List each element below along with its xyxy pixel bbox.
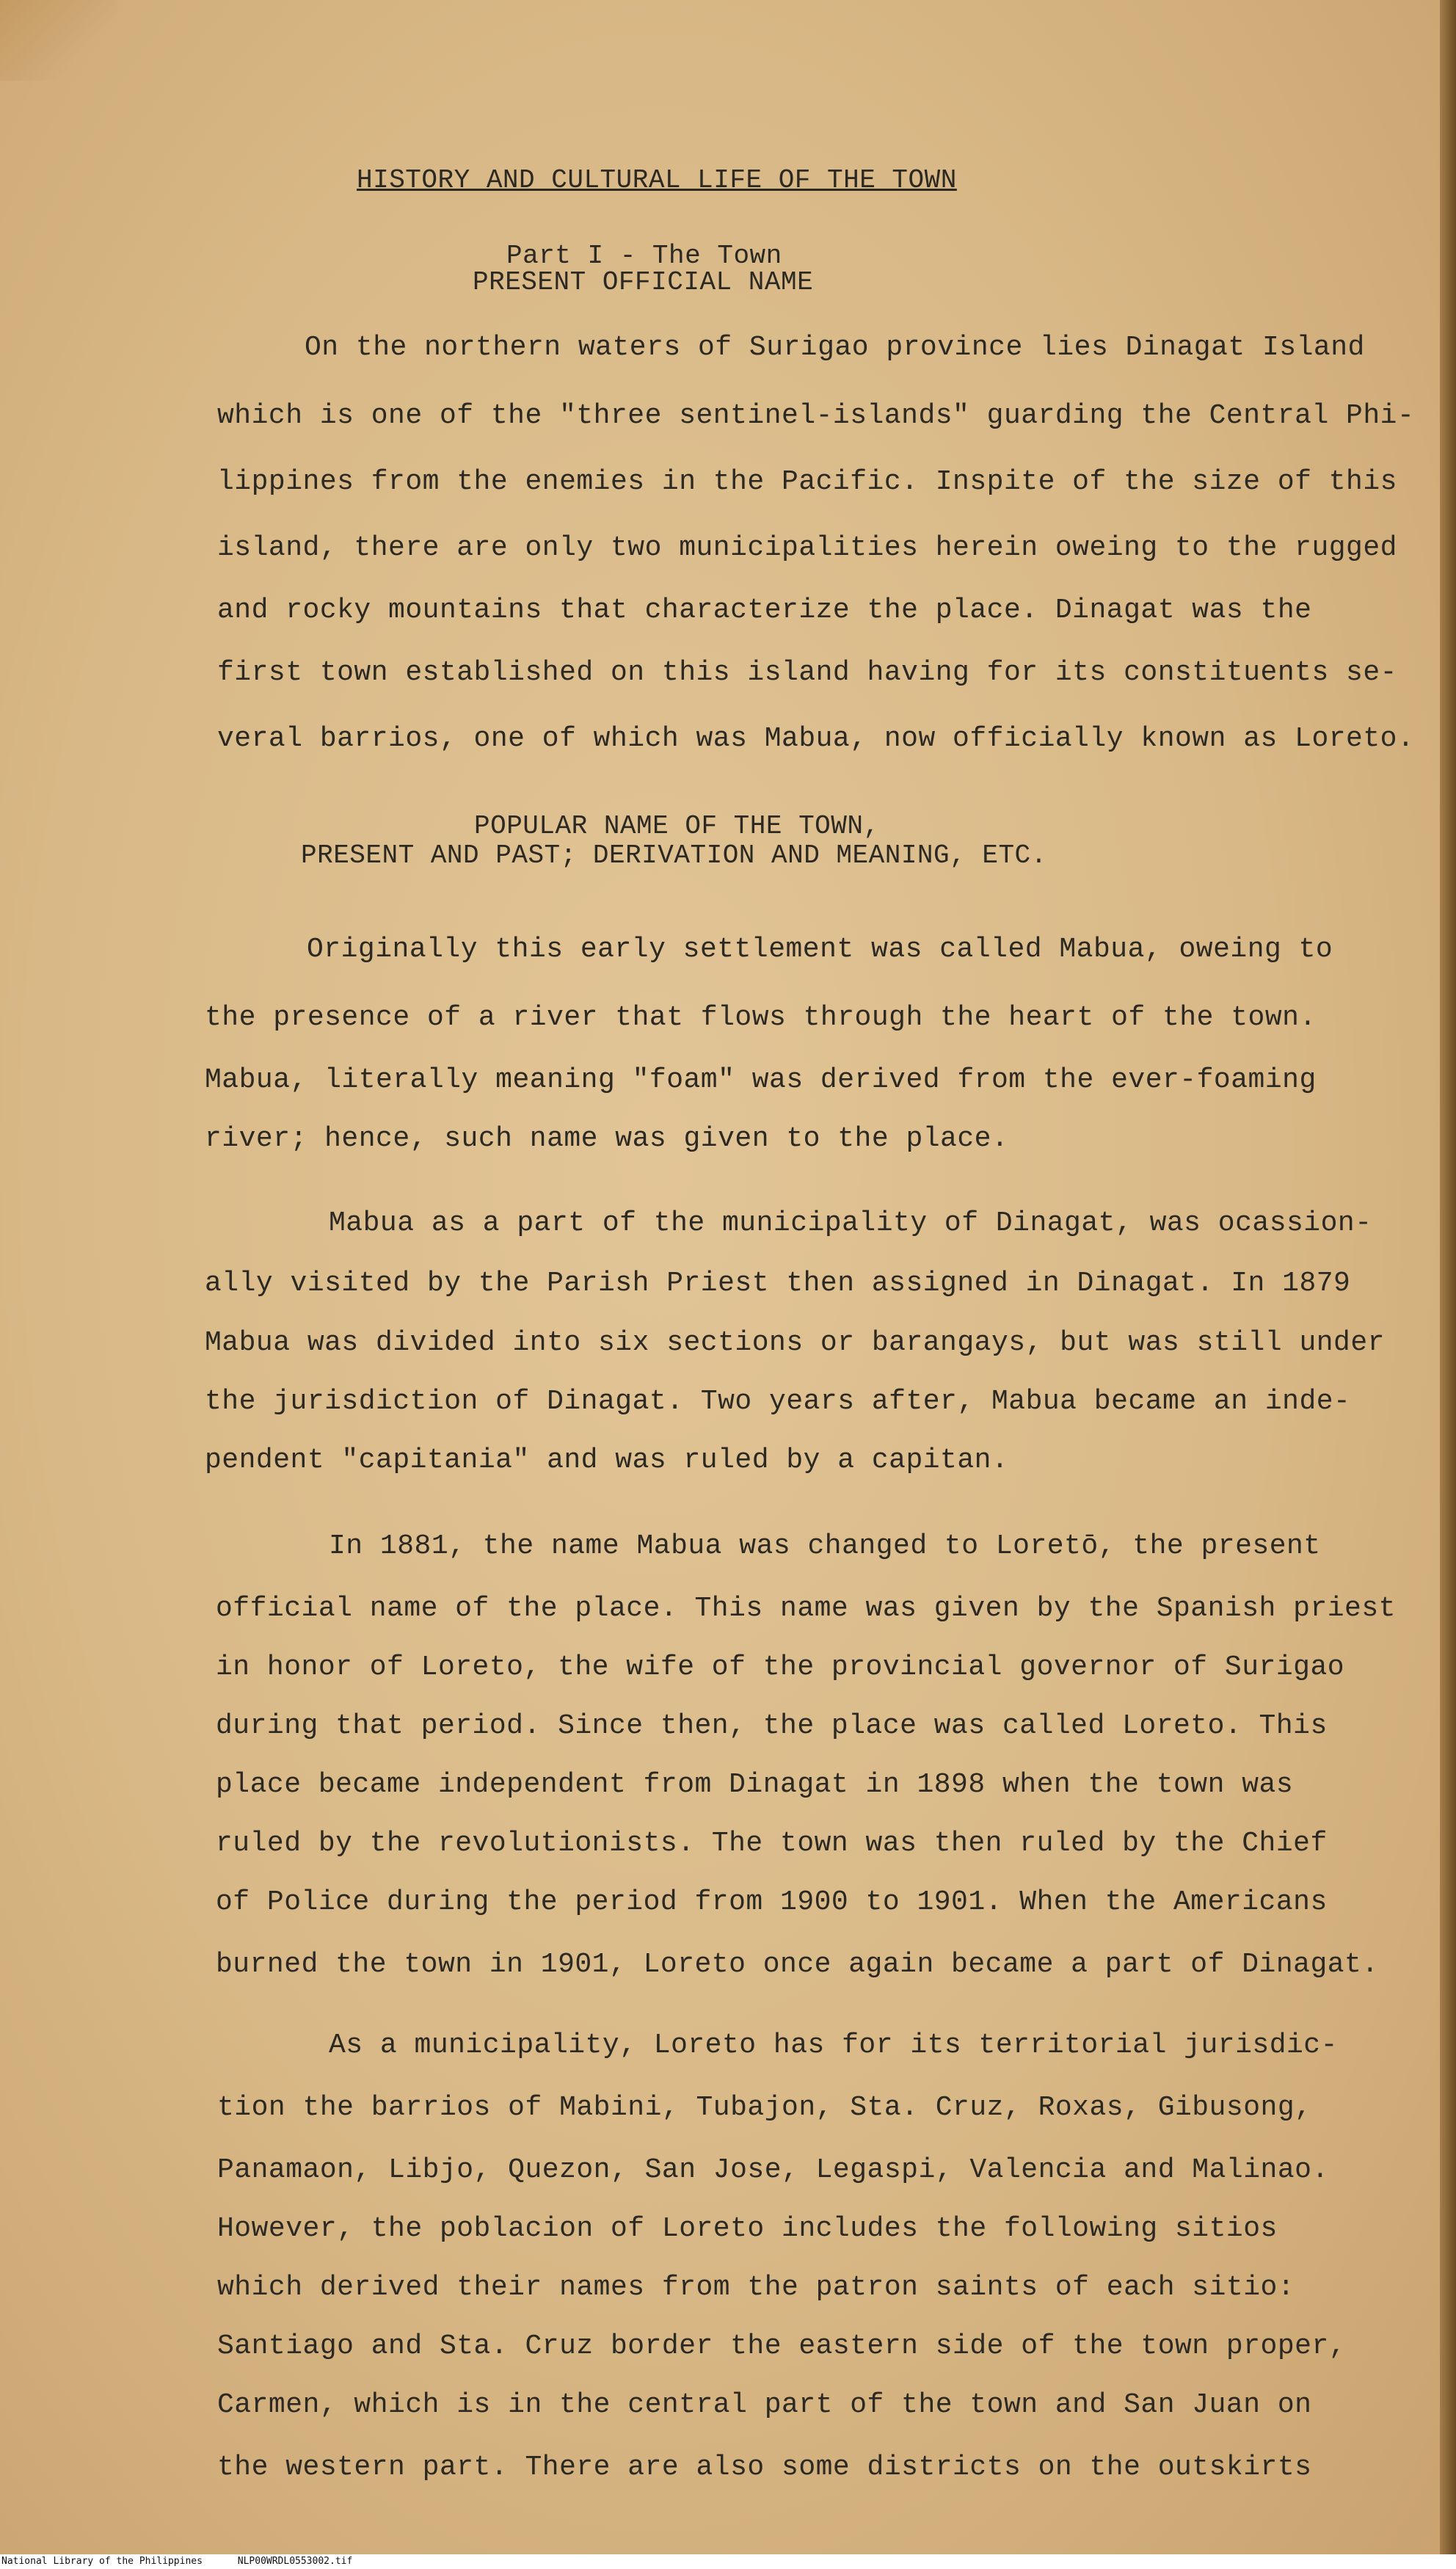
section-heading-popular-name-2: PRESENT AND PAST; DERIVATION AND MEANING, ETC. xyxy=(301,840,1047,871)
text-line: However, the poblacion of Loreto includes the following sitios xyxy=(217,2213,1278,2245)
text-line: Mabua, literally meaning "foam" was derived from the ever-foaming xyxy=(205,1064,1317,1096)
section-heading-popular-name-1: POPULAR NAME OF THE TOWN, xyxy=(474,811,880,841)
text-line: In 1881, the name Mabua was changed to Loretō, the present xyxy=(329,1530,1321,1562)
text-line: ally visited by the Parish Priest then assigned in Dinagat. In 1879 xyxy=(205,1268,1351,1299)
text-line: On the northern waters of Surigao province lies Dinagat Island xyxy=(305,332,1365,363)
footer-file-id: NLP00WRDL0553002.tif xyxy=(237,2556,353,2567)
text-line: pendent "capitania" and was ruled by a capitan. xyxy=(205,1445,1009,1476)
text-line: which is one of the "three sentinel-islands" guarding the Central Phi- xyxy=(217,400,1415,432)
text-line: first town established on this island having for its constituents se- xyxy=(217,657,1397,688)
part-heading: Part I - The Town xyxy=(506,241,782,271)
text-line: island, there are only two municipalities herein oweing to the rugged xyxy=(217,532,1397,564)
text-line: Panamaon, Libjo, Quezon, San Jose, Legaspi, Valencia and Malinao. xyxy=(217,2154,1329,2186)
text-line: which derived their names from the patron saints of each sitio: xyxy=(217,2272,1295,2303)
text-line: Originally this early settlement was called Mabua, oweing to xyxy=(307,934,1333,965)
text-line: lippines from the enemies in the Pacific. Inspite of the size of this xyxy=(217,466,1397,498)
text-line: Carmen, which is in the central part of the town and San Juan on xyxy=(217,2389,1312,2421)
text-line: of Police during the period from 1900 to 1901. When the Americans xyxy=(216,1886,1328,1918)
text-line: tion the barrios of Mabini, Tubajon, Sta. Cruz, Roxas, Gibusong, xyxy=(217,2092,1312,2123)
text-line: burned the town in 1901, Loreto once again became a part of Dinagat. xyxy=(216,1949,1379,1980)
page-corner-stain xyxy=(0,0,117,81)
text-line: Mabua was divided into six sections or barangays, but was still under xyxy=(205,1327,1385,1359)
document-title: HISTORY AND CULTURAL LIFE OF THE TOWN xyxy=(357,165,957,195)
text-line: official name of the place. This name was given by the Spanish priest xyxy=(216,1593,1396,1624)
text-line: Mabua as a part of the municipality of Dinagat, was ocassion- xyxy=(329,1207,1372,1239)
text-line: veral barrios, one of which was Mabua, now officially known as Loreto. xyxy=(217,723,1415,755)
text-line: during that period. Since then, the place was called Loreto. This xyxy=(216,1710,1328,1742)
text-line: Santiago and Sta. Cruz border the eastern side of the town proper, xyxy=(217,2330,1347,2362)
text-line: river; hence, such name was given to the place. xyxy=(205,1123,1009,1155)
scan-footer xyxy=(0,2554,1456,2569)
text-line: in honor of Loreto, the wife of the provincial governor of Surigao xyxy=(216,1652,1345,1683)
footer-library: National Library of the Philippines xyxy=(1,2556,203,2567)
text-line: the presence of a river that flows through the heart of the town. xyxy=(205,1002,1317,1033)
section-heading-official-name: PRESENT OFFICIAL NAME xyxy=(473,267,814,297)
text-line: the jurisdiction of Dinagat. Two years after, Mabua became an inde- xyxy=(205,1386,1351,1417)
page-edge-shadow xyxy=(1440,0,1456,2554)
text-line: place became independent from Dinagat in 1898 when the town was xyxy=(216,1769,1294,1801)
text-line: the western part. There are also some districts on the outskirts xyxy=(217,2452,1312,2483)
text-line: ruled by the revolutionists. The town was then ruled by the Chief xyxy=(216,1828,1328,1859)
text-line: As a municipality, Loreto has for its territorial jurisdic- xyxy=(329,2030,1338,2061)
text-line: and rocky mountains that characterize the place. Dinagat was the xyxy=(217,595,1312,626)
